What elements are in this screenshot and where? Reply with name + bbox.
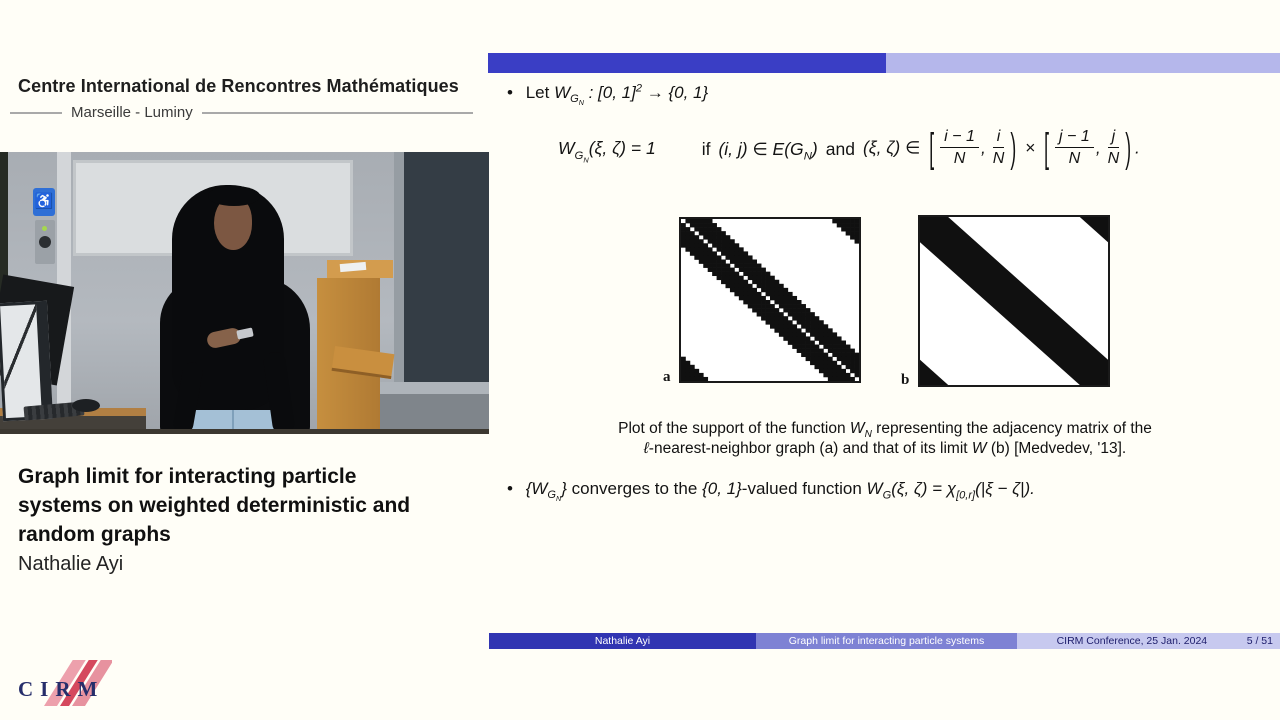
- bullet1-math: $W_{G_N}$ : [0, 1]$^2$ → {0, 1}: [554, 82, 709, 108]
- logo-text: CIRM: [18, 677, 105, 701]
- footer-conference-segment: [1017, 633, 1280, 649]
- formula-cond-right: (ξ, ζ) ∈ [ $\frac{i - 1}{N}$ , $\frac{i}{N}$ ) × [ $\frac{j - 1}{N}$ , $\frac{j}{N}$ ) .: [862, 123, 1140, 171]
- blackboard-frame: [394, 152, 404, 382]
- footer-conference: CIRM Conference, 25 Jan. 2024: [1056, 635, 1208, 647]
- footer-author: Nathalie Ayi: [489, 633, 756, 649]
- counter-front: [380, 394, 489, 434]
- figure-plot-b: [918, 215, 1110, 387]
- accessibility-sign-icon: ♿: [33, 188, 55, 216]
- bullet1-lead: Let: [525, 83, 550, 102]
- talk-title: Graph limit for interacting particle systems on weighted deterministic and random graphs: [18, 465, 411, 546]
- bullet2-math: $\{W_{G_N}\}$: [525, 479, 567, 504]
- figure-caption: [515, 419, 1255, 459]
- caption-line-1: [515, 419, 1255, 439]
- slide-page-number: 5 / 51: [1246, 635, 1273, 647]
- caption-text: (b) [Medvedev, '13].: [990, 440, 1127, 457]
- caption-line-2: [515, 439, 1255, 459]
- org-location: Marseille - Luminy: [71, 104, 193, 121]
- org-location-row: [10, 104, 473, 121]
- slide-header-bar-dark: [488, 53, 886, 73]
- switch-led: [42, 226, 47, 231]
- divider-line-right: [202, 112, 473, 114]
- bullet2-text: -valued function: [741, 479, 862, 498]
- speaker-fringe: [208, 186, 260, 206]
- caption-math: $W_N$: [849, 420, 872, 441]
- caption-math: ℓ: [643, 440, 649, 457]
- figure-plot-a: [679, 217, 861, 383]
- figure-label-b: b: [901, 372, 910, 388]
- bullet2-math: $W_G(\xi$, $\zeta) = \chi_{[0,r]}(|\xi - \zeta|)$.: [866, 479, 1035, 502]
- formula-lhs: $W_{G_N}(\xi$, ζ) = 1: [558, 138, 656, 164]
- figure-label-a: a: [663, 369, 671, 385]
- formula-if: if: [701, 138, 711, 159]
- blackboard: [404, 152, 489, 382]
- bullet-marker: •: [507, 479, 513, 498]
- formula-cond-left: (i, j) ∈ $E(G_N)$: [718, 138, 818, 162]
- caption-text: representing the adjacency matrix of the: [876, 420, 1152, 437]
- cirm-logo: [16, 658, 112, 708]
- bullet2-text: converges to the: [571, 479, 698, 498]
- formula-and: and: [825, 138, 855, 159]
- bullet-item-1: [507, 82, 1247, 108]
- bullet-item-2: [507, 479, 1267, 504]
- speaker-video: [0, 152, 489, 434]
- monitor-screen: [0, 301, 53, 421]
- caption-math: W: [971, 440, 987, 457]
- mouse: [72, 399, 100, 412]
- speaker-name: Nathalie Ayi: [18, 553, 124, 575]
- bullet-marker: •: [507, 83, 513, 102]
- slide-footer: [489, 633, 1280, 649]
- caption-text: Plot of the support of the function: [618, 420, 846, 437]
- footer-short-title: Graph limit for interacting particle systems: [756, 633, 1017, 649]
- org-name: Centre International de Rencontres Mathématiques: [18, 76, 459, 96]
- counter-top: [380, 382, 489, 394]
- caption-text: -nearest-neighbor graph (a) and that of its limit: [648, 440, 968, 457]
- slide-header-bar-light: [886, 53, 1280, 73]
- video-bottom-shadow: [0, 429, 489, 434]
- divider-line-left: [10, 112, 62, 114]
- bullet2-math: {0, 1}: [702, 479, 742, 498]
- formula: [558, 118, 1278, 180]
- switch-knob: [39, 236, 51, 248]
